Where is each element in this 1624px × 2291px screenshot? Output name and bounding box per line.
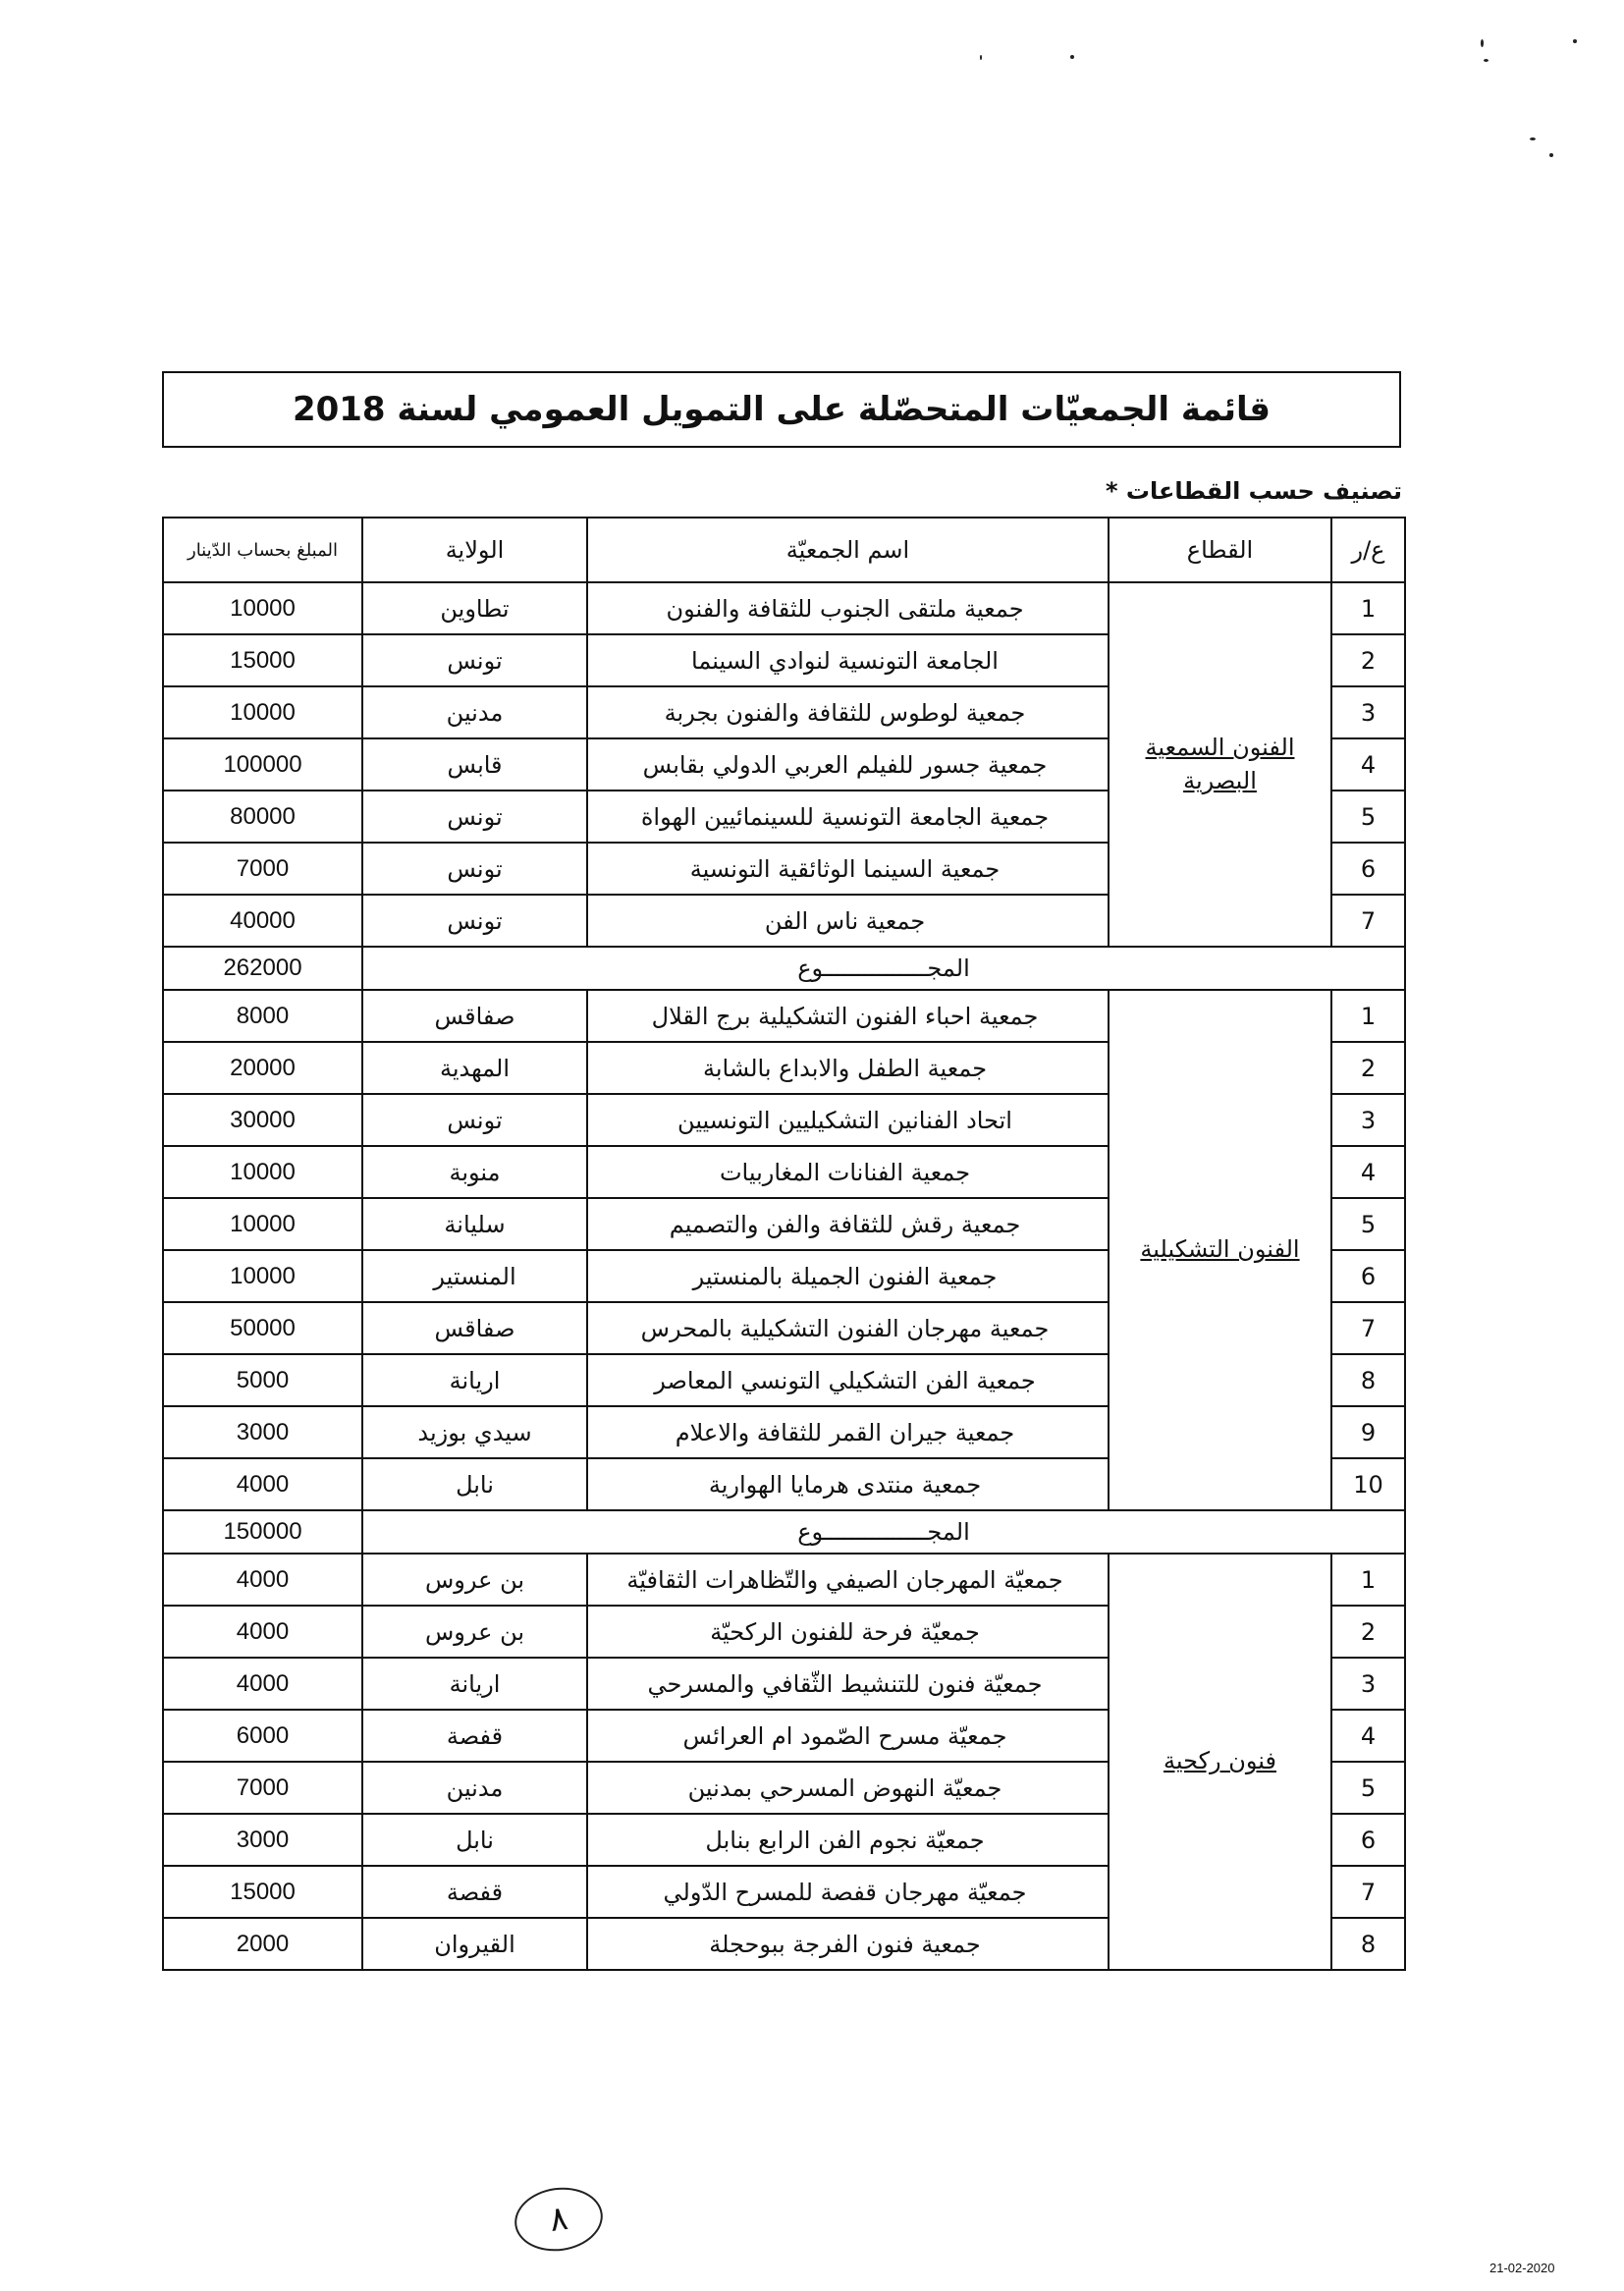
row-index: 7 (1331, 895, 1405, 947)
row-index: 8 (1331, 1918, 1405, 1970)
sector-cell: الفنون السمعية البصرية (1109, 582, 1331, 947)
row-index: 1 (1331, 990, 1405, 1042)
date-stamp: 21-02-2020 (1489, 2261, 1555, 2275)
row-index: 1 (1331, 582, 1405, 634)
association-name: جمعية لوطوس للثقافة والفنون بجربة (587, 686, 1109, 738)
governorate: مدنين (362, 1762, 587, 1814)
amount: 4000 (163, 1606, 362, 1658)
row-index: 6 (1331, 843, 1405, 895)
association-name: جمعية مهرجان الفنون التشكيلية بالمحرس (587, 1302, 1109, 1354)
amount: 4000 (163, 1458, 362, 1510)
sector-cell: الفنون التشكيلية (1109, 990, 1331, 1510)
governorate: مدنين (362, 686, 587, 738)
amount: 10000 (163, 686, 362, 738)
row-index: 2 (1331, 1606, 1405, 1658)
row-index: 5 (1331, 791, 1405, 843)
association-name: جمعيّة فرحة للفنون الركحيّة (587, 1606, 1109, 1658)
association-name: جمعيّة فنون للتنشيط الثّقافي والمسرحي (587, 1658, 1109, 1710)
amount: 10000 (163, 1146, 362, 1198)
total-amount: 262000 (163, 947, 362, 990)
association-name: جمعية ملتقى الجنوب للثقافة والفنون (587, 582, 1109, 634)
association-name: جمعيّة مسرح الصّمود ام العرائس (587, 1710, 1109, 1762)
association-name: جمعية السينما الوثائقية التونسية (587, 843, 1109, 895)
association-name: جمعية الطفل والابداع بالشابة (587, 1042, 1109, 1094)
header-amount: المبلغ بحساب الدّينار (163, 518, 362, 582)
association-name: جمعية رقش للثقافة والفن والتصميم (587, 1198, 1109, 1250)
row-index: 4 (1331, 1146, 1405, 1198)
page-number: ٨ (547, 2198, 570, 2241)
association-name: اتحاد الفنانين التشكيليين التونسيين (587, 1094, 1109, 1146)
header-sector: القطاع (1109, 518, 1331, 582)
header-name: اسم الجمعيّة (587, 518, 1109, 582)
document-title-box (162, 371, 1401, 448)
association-name: جمعيّة مهرجان قفصة للمسرح الدّولي (587, 1866, 1109, 1918)
governorate: تونس (362, 843, 587, 895)
document-subtitle: تصنيف حسب القطاعات * (1105, 477, 1402, 505)
association-name: جمعية جسور للفيلم العربي الدولي بقابس (587, 738, 1109, 791)
row-index: 7 (1331, 1866, 1405, 1918)
governorate: منوبة (362, 1146, 587, 1198)
association-name: جمعية جيران القمر للثقافة والاعلام (587, 1406, 1109, 1458)
governorate: سليانة (362, 1198, 587, 1250)
amount: 8000 (163, 990, 362, 1042)
amount: 3000 (163, 1406, 362, 1458)
row-index: 10 (1331, 1458, 1405, 1510)
row-index: 2 (1331, 634, 1405, 686)
amount: 3000 (163, 1814, 362, 1866)
funding-table (162, 517, 1406, 1971)
governorate: القيروان (362, 1918, 587, 1970)
total-label: المجـــــــــــــــوع (362, 947, 1405, 990)
row-index: 9 (1331, 1406, 1405, 1458)
association-name: جمعيّة نجوم الفن الرابع بنابل (587, 1814, 1109, 1866)
governorate: المنستير (362, 1250, 587, 1302)
association-name: جمعية ناس الفن (587, 895, 1109, 947)
row-index: 3 (1331, 686, 1405, 738)
amount: 7000 (163, 843, 362, 895)
amount: 15000 (163, 634, 362, 686)
amount: 100000 (163, 738, 362, 791)
association-name: جمعيّة المهرجان الصيفي والتّظاهرات الثقافيّة (587, 1554, 1109, 1606)
amount: 50000 (163, 1302, 362, 1354)
row-index: 6 (1331, 1250, 1405, 1302)
governorate: صفاقس (362, 990, 587, 1042)
governorate: قفصة (362, 1710, 587, 1762)
governorate: قابس (362, 738, 587, 791)
table-header-row (163, 518, 1405, 582)
amount: 10000 (163, 582, 362, 634)
amount: 4000 (163, 1658, 362, 1710)
association-name: جمعية احباء الفنون التشكيلية برج القلال (587, 990, 1109, 1042)
document-title: قائمة الجمعيّات المتحصّلة على التمويل العمومي لسنة 2018 (292, 390, 1272, 429)
amount: 10000 (163, 1198, 362, 1250)
governorate: تونس (362, 895, 587, 947)
row-index: 6 (1331, 1814, 1405, 1866)
amount: 7000 (163, 1762, 362, 1814)
association-name: الجامعة التونسية لنوادي السينما (587, 634, 1109, 686)
governorate: اريانة (362, 1354, 587, 1406)
total-amount: 150000 (163, 1510, 362, 1554)
header-index: ع/ر (1331, 518, 1405, 582)
row-index: 3 (1331, 1094, 1405, 1146)
total-row (163, 947, 1405, 990)
governorate: قفصة (362, 1866, 587, 1918)
amount: 40000 (163, 895, 362, 947)
governorate: تونس (362, 634, 587, 686)
row-index: 5 (1331, 1762, 1405, 1814)
association-name: جمعية منتدى هرمايا الهوارية (587, 1458, 1109, 1510)
governorate: صفاقس (362, 1302, 587, 1354)
governorate: نابل (362, 1458, 587, 1510)
governorate: تونس (362, 791, 587, 843)
table-row (163, 582, 1405, 634)
row-index: 7 (1331, 1302, 1405, 1354)
row-index: 4 (1331, 1710, 1405, 1762)
association-name: جمعية الجامعة التونسية للسينمائيين الهواة (587, 791, 1109, 843)
amount: 30000 (163, 1094, 362, 1146)
governorate: بن عروس (362, 1606, 587, 1658)
header-governorate: الولاية (362, 518, 587, 582)
amount: 5000 (163, 1354, 362, 1406)
row-index: 5 (1331, 1198, 1405, 1250)
row-index: 2 (1331, 1042, 1405, 1094)
governorate: المهدية (362, 1042, 587, 1094)
row-index: 4 (1331, 738, 1405, 791)
amount: 80000 (163, 791, 362, 843)
governorate: نابل (362, 1814, 587, 1866)
amount: 4000 (163, 1554, 362, 1606)
amount: 6000 (163, 1710, 362, 1762)
association-name: جمعية الفنانات المغاربيات (587, 1146, 1109, 1198)
table-body (163, 582, 1405, 1970)
governorate: تونس (362, 1094, 587, 1146)
amount: 15000 (163, 1866, 362, 1918)
association-name: جمعيّة النهوض المسرحي بمدنين (587, 1762, 1109, 1814)
row-index: 8 (1331, 1354, 1405, 1406)
governorate: بن عروس (362, 1554, 587, 1606)
page-number-circle (511, 2182, 607, 2257)
table-row (163, 990, 1405, 1042)
row-index: 3 (1331, 1658, 1405, 1710)
governorate: تطاوين (362, 582, 587, 634)
governorate: اريانة (362, 1658, 587, 1710)
table-row (163, 1554, 1405, 1606)
sector-cell: فنون ركحية (1109, 1554, 1331, 1970)
association-name: جمعية فنون الفرجة ببوحجلة (587, 1918, 1109, 1970)
total-row (163, 1510, 1405, 1554)
amount: 10000 (163, 1250, 362, 1302)
row-index: 1 (1331, 1554, 1405, 1606)
association-name: جمعية الفن التشكيلي التونسي المعاصر (587, 1354, 1109, 1406)
total-label: المجـــــــــــــــوع (362, 1510, 1405, 1554)
governorate: سيدي بوزيد (362, 1406, 587, 1458)
amount: 20000 (163, 1042, 362, 1094)
association-name: جمعية الفنون الجميلة بالمنستير (587, 1250, 1109, 1302)
amount: 2000 (163, 1918, 362, 1970)
